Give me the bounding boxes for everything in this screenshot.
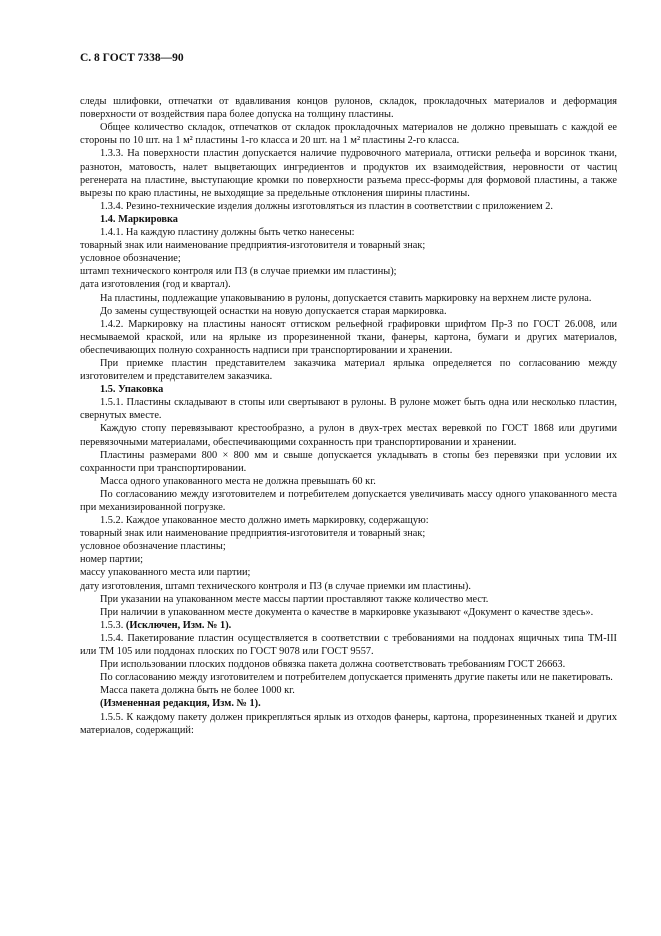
paragraph-1-5-2: 1.5.2. Каждое упакованное место должно иметь маркировку, содержащую: [100,515,429,527]
revision-note: (Измененная редакция, Изм. № 1). [100,698,261,710]
document-page [80,52,617,737]
page-header: С. 8 ГОСТ 7338—90 [80,52,184,64]
paragraph: Общее количество складок, отпечатков от складок прокладочных материалов не должно превышать с каждой ее стороны по 10 шт. на 1 м² пластины 1-го класса и 20 шт. на 1 м² пластины 2-го класса. [80,122,617,147]
paragraph-1-4-2: 1.4.2. Маркировку на пластины наносят оттиском рельефной графировки шрифтом Пр-3 по ГОСТ 26.008, или несмываемой краской, или на ярлыке из прорезиненной ткани, фанеры, картона, бумаги и других материалов, обеспечивающих полную сохранность надписи при транспортировании и хранении. [80,318,617,356]
paragraph: При использовании плоских поддонов обвязка пакета должна соответствовать требованиям ГОСТ 26663. [100,659,566,671]
paragraph: При приемке пластин представителем заказчика материал ярлыка определяется по согласованию между изготовителем и представителем заказчика. [80,357,617,383]
paragraph: При наличии в упакованном месте документа о качестве в маркировке указывают «Документ о качестве здесь». [100,606,594,618]
paragraph-1-3-3: 1.3.3. На поверхности пластин допускается наличие пудровочного материала, оттиски рельефа и ворсинок ткани, разнотон, матовость, налет выцветающих ингредиентов и продуктов их взаимодействия, неровности от частиц регенерата на пластине, выступающие кромки по поверхности разъема пресс-формы для формовой пластины, а также вырезы по краю пластины, не выходящие за предельные отклонения ширины пластины. [80,148,617,199]
paragraph-1-5-5: 1.5.5. К каждому пакету должен прикрепляться ярлык из отходов фанеры, картона, прорезиненных тканей и других материалов, содержащий: [80,711,617,736]
paragraph: следы шлифовки, отпечатки от вдавливания концов рулонов, складок, прокладочных материалов и деформация поверхности от воздействия пара более допуска на толщину пластины. [80,96,617,121]
list-item: массу упакованного места или партии; [80,567,251,579]
list-item: условное обозначение; [80,253,181,265]
paragraph-1-5-3 [80,619,617,632]
paragraph: Пластины размерами 800 × 800 мм и свыше допускается укладывать в стопы без перевязки при условии их сохранности при транспортировании. [80,449,617,474]
section-heading-packing: 1.5. Упаковка [100,384,164,396]
paragraph: При указании на упакованном месте массы партии проставляют также количество мест. [100,593,489,605]
clause-excluded-note: (Исключен, Изм. № 1). [125,619,232,631]
paragraph-1-3-4: 1.3.4. Резино-технические изделия должны изготовляться из пластин в соответствии с приложением 2. [100,200,554,212]
paragraph: Каждую стопу перевязывают крестообразно, а рулон в двух-трех местах веревкой по ГОСТ 1868 или другими перевязочными материалами, обеспечивающими сохранность при транспортировании и хранении. [80,423,617,448]
list-item: дату изготовления, штамп технического контроля и ПЗ (в случае приемки им пластины). [80,580,471,592]
paragraph: Масса одного упакованного места не должна превышать 60 кг. [100,475,376,487]
paragraph: До замены существующей оснастки на новую допускается старая маркировка. [100,305,447,317]
paragraph: На пластины, подлежащие упаковыванию в рулоны, допускается ставить маркировку на верхнем листе рулона. [100,292,592,304]
paragraph: По согласованию между изготовителем и потребителем допускается увеличивать массу одного упакованного места при механизированной погрузке. [80,488,617,513]
list-item: товарный знак или наименование предприятия-изготовителя и товарный знак; [80,528,426,540]
paragraph-1-4-1: 1.4.1. На каждую пластину должны быть четко нанесены: [100,227,355,239]
list-item: дата изготовления (год и квартал). [80,279,231,291]
list-item: номер партии; [80,554,144,566]
list-item: штамп технического контроля или ПЗ (в случае приемки им пластины); [80,266,397,278]
paragraph-1-5-4: 1.5.4. Пакетирование пластин осуществляется в соответствии с требованиями на поддонах ящичных типа ТМ-III или ТМ 105 или поддонах плоских по ГОСТ 9078 или ГОСТ 9557. [80,632,617,658]
paragraph: По согласованию между изготовителем и потребителем допускается применять другие пакеты или не пакетировать. [100,672,613,684]
paragraph: Масса пакета должна быть не более 1000 кг. [100,685,295,697]
list-item: условное обозначение пластины; [80,541,226,553]
list-item: товарный знак или наименование предприятия-изготовителя и товарный знак; [80,240,426,252]
section-heading-marking: 1.4. Маркировка [100,213,178,225]
paragraph-1-5-1: 1.5.1. Пластины складывают в стопы или свертывают в рулоны. В рулоне может быть одна или несколько пластин, свернутых вместе. [80,397,617,422]
clause-number: 1.5.3. [100,619,124,631]
